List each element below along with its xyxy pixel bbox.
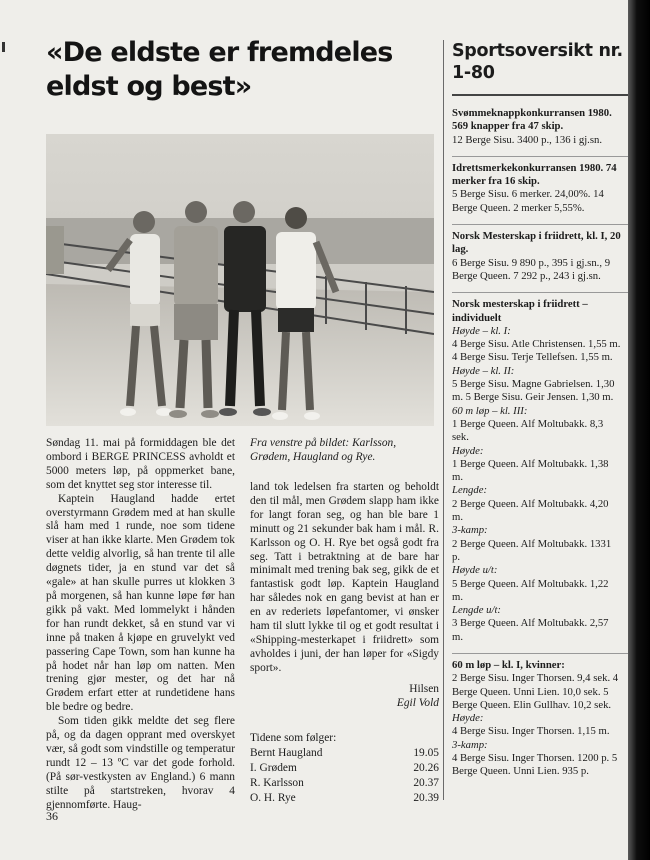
result-row: [250, 776, 439, 791]
sports-section-heading: Svømmeknappkonkurransen 1980. 569 knapper fra 47 skip.: [452, 107, 612, 133]
result-line: m. 5 Berge Sisu. Geir Jensen. 1,30 m.: [452, 391, 614, 404]
sports-section: [452, 653, 628, 779]
article-paragraph: land tok ledelsen fra starten og beholdt den til mål, men Grødem slapp ham ikke for langt foran seg, og han ble bare 1 minutt og 21 sekunder bak ham i mål. R. Karlsson og O. H. Rye bet også godt fra seg. Tatt i betraktning at de bare har minimalt med trening bak seg, gikk de et fantastisk godt løp. Kaptein Haugland har således nok en gang bevist at han er en av rederiets løpefantomer, vi ønsker ham til slutt lykke til og et godt resultat i «Shipping-mesterkapet i friidrett» som avholdes i juni, der han løper for «Sigdy sport».: [250, 481, 439, 674]
results-heading: Tidene som følger:: [250, 732, 337, 744]
runner-time: 19.05: [413, 747, 439, 759]
result-line: Berge Queen. Unni Lien. 935 p.: [452, 765, 589, 778]
sports-section-heading: 60 m løp – kl. I, kvinner:: [452, 658, 565, 671]
runner-name: R. Karlsson: [250, 777, 304, 789]
sports-section: [452, 224, 628, 283]
result-line: Berge Queen. Elin Gullhav. 10,2 sek.: [452, 698, 612, 711]
sports-section: [452, 156, 628, 215]
result-line: 2 Berge Sisu. Inger Thorsen. 9,4 sek. 4: [452, 672, 619, 685]
result-line: Berge Queen. Unni Lien. 10,0 sek. 5: [452, 685, 609, 698]
result-line: 4 Berge Sisu. Terje Tellefsen. 1,55 m.: [452, 351, 613, 364]
result-line: 4 Berge Sisu. Inger Thorsen. 1,15 m.: [452, 725, 610, 738]
result-line: 4 Berge Sisu. Atle Christensen. 1,55 m.: [452, 338, 621, 351]
event-subheading: Høyde – kl. I:: [452, 324, 511, 337]
result-line: Berge Queen. 2 merker 5,55%.: [452, 201, 585, 214]
result-line: m.: [452, 630, 463, 643]
result-line: 2 Berge Queen. Alf Moltubakk. 1331: [452, 537, 612, 550]
event-subheading: Høyde:: [452, 712, 484, 725]
sidebar-title: Sportsoversikt nr. 1-80: [452, 41, 623, 83]
event-subheading: 3-kamp:: [452, 524, 488, 537]
runner-time: 20.37: [413, 777, 439, 789]
event-subheading: Høyde – kl. II:: [452, 364, 515, 377]
result-line: 12 Berge Sisu. 3400 p., 136 i gj.sn.: [452, 133, 603, 146]
sidebar-rule: [452, 94, 628, 96]
event-subheading: Lengde u/t:: [452, 604, 501, 617]
runner-time: 20.39: [413, 792, 439, 804]
result-line: p.: [452, 550, 461, 563]
runner-time: 20.26: [413, 762, 439, 774]
result-row: [250, 761, 439, 776]
binding-mark: [2, 42, 5, 52]
result-line: m.: [452, 590, 463, 603]
sports-section: [452, 107, 628, 147]
result-line: 1 Berge Queen. Alf Moltubakk. 8,3: [452, 417, 604, 430]
results-table: [250, 731, 439, 806]
sports-overview-list: [452, 107, 628, 788]
sports-section-heading: Norsk Mesterskap i friidrett, kl. I, 20 lag.: [452, 230, 621, 256]
article-column-1: [46, 437, 235, 812]
result-line: 5 Berge Sisu. 6 merker. 24,00%. 14: [452, 188, 604, 201]
article-headline: «De eldste er fremdeles eldst og best»: [46, 37, 393, 102]
article-paragraph: Søndag 11. mai på formiddagen ble det ombord i BERGE PRINCESS avholdt et 5000 meters løp, på oppmerket bane, som det knyttet seg stor interesse til.: [46, 437, 235, 491]
sports-section-heading: Norsk mesterskap i friidrett – individuelt: [452, 298, 588, 324]
article-column-2: [250, 481, 439, 676]
result-line: Berge Queen. 7 292 p., 243 i gj.sn.: [452, 269, 601, 282]
result-row: [250, 746, 439, 761]
result-line: m.: [452, 471, 463, 484]
result-line: 2 Berge Queen. Alf Moltubakk. 4,20: [452, 497, 609, 510]
event-subheading: Lengde:: [452, 484, 488, 497]
article-photo: [46, 134, 434, 426]
article-paragraph: Som tiden gikk meldte det seg flere på, og da dagen opprant med overskyet vær, så godt som vindstille og temperatur rundt 12 – 13 ºC var det gode forhold. (På sør-vestkysten av England.) 6 mann stilte på startstreken, hvorav 4 gjennomførte. Haug-: [46, 715, 235, 811]
result-line: m.: [452, 511, 463, 524]
runner-name: I. Grødem: [250, 762, 297, 774]
result-line: 1 Berge Queen. Alf Moltubakk. 1,38: [452, 457, 609, 470]
sports-section: [452, 292, 628, 644]
event-subheading: Høyde u/t:: [452, 564, 498, 577]
result-line: 5 Berge Queen. Alf Moltubakk. 1,22: [452, 577, 609, 590]
event-subheading: 3-kamp:: [452, 738, 488, 751]
result-row: [250, 791, 439, 806]
photo-caption: Fra venstre på bildet: Karlsson, Grødem, Haugland og Rye.: [250, 437, 397, 463]
result-line: 6 Berge Sisu. 9 890 p., 395 i gj.sn., 9: [452, 256, 611, 269]
runner-name: O. H. Rye: [250, 792, 296, 804]
result-line: sek.: [452, 431, 469, 444]
page-edge-shadow: [628, 0, 650, 860]
author-signature: Egil Vold: [396, 696, 439, 709]
result-line: 4 Berge Sisu. Inger Thorsen. 1200 p. 5: [452, 752, 618, 765]
result-line: 5 Berge Sisu. Magne Gabrielsen. 1,30: [452, 378, 615, 391]
runner-name: Bernt Haugland: [250, 747, 323, 759]
greeting-text: Hilsen: [409, 683, 439, 695]
column-divider: [443, 40, 444, 800]
sports-section-heading: Idrettsmerkekonkurransen 1980. 74 merker fra 16 skip.: [452, 161, 617, 188]
page-number: 36: [46, 809, 58, 823]
event-subheading: 60 m løp – kl. III:: [452, 404, 528, 417]
result-line: 3 Berge Queen. Alf Moltubakk. 2,57: [452, 617, 609, 630]
event-subheading: Høyde:: [452, 444, 484, 457]
article-signoff: [250, 683, 439, 711]
article-paragraph: Kaptein Haugland hadde ertet overstyrmann Grødem med at han skulle slå ham med 1 runde, noe som tidene viser at han ikke klarte. Men Grødem tok dette veldig alvorlig, så han trente til alle døgnets tider, ja en stund var det så «gale» at han skulle purres ut klokken 3 på morgenen, så han kunne løpe før han gikk på vakt. Med lommelykt i hånden for han rundt dekket, så en stund var vi inne på tnaken å kjøpe en gruvelykt ved passering Cape Town, som han kunne ha på hodet når han løp om natten. Men trening gjør mester, og det har nå Grødem erfart etter at rundetidene hans ble bedre og bedre.: [46, 492, 235, 714]
photo-four-runners-on-deck: [46, 134, 434, 426]
